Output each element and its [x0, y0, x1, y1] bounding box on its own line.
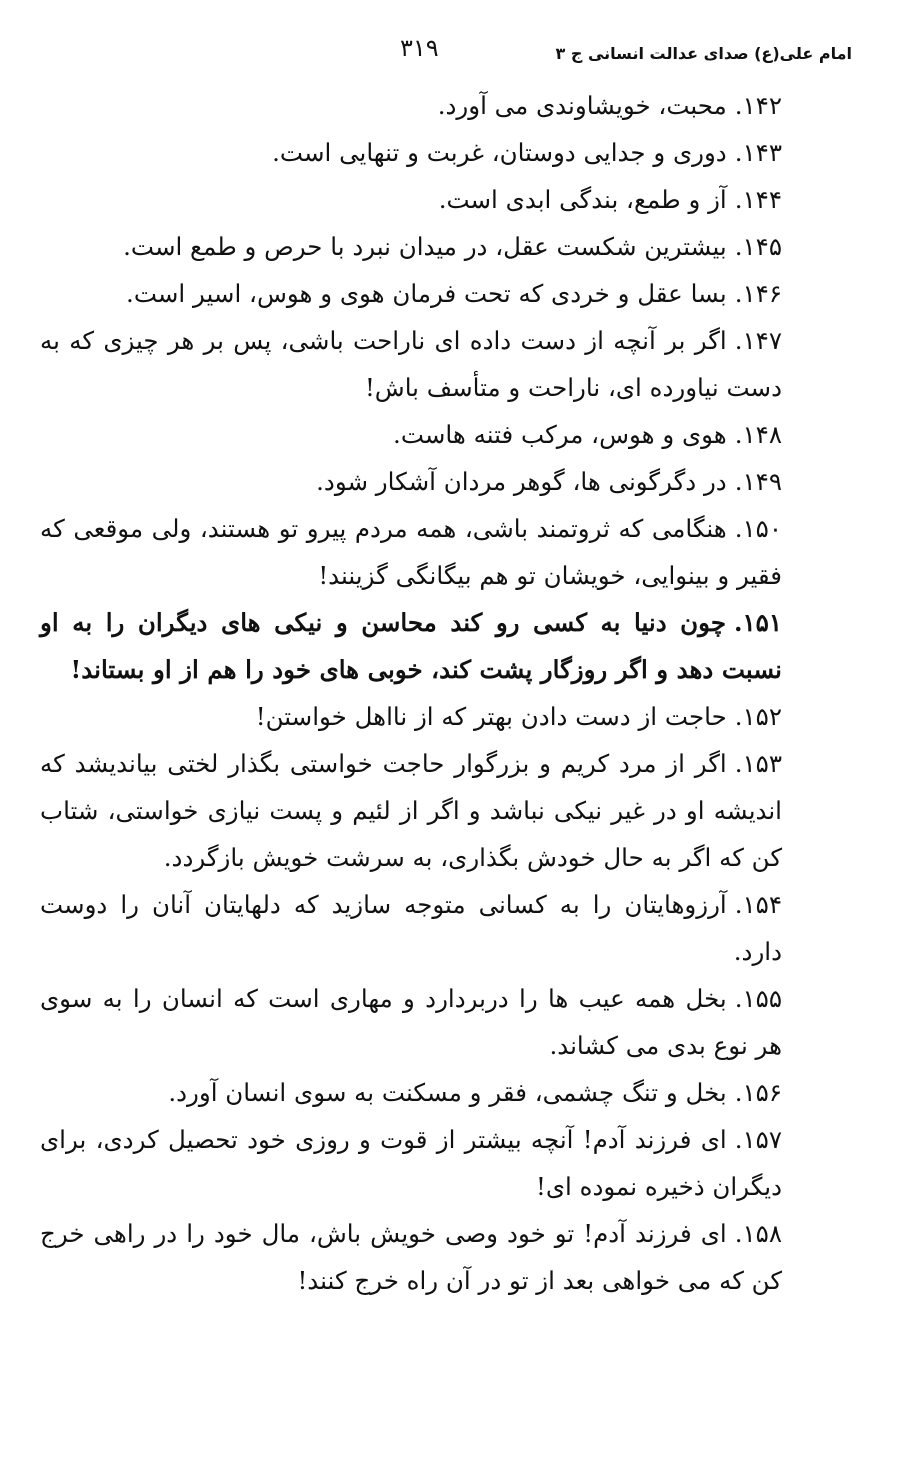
- saying-number: ۱۵۴.: [734, 890, 782, 919]
- saying-number: ۱۵۷.: [734, 1125, 782, 1154]
- saying-number: ۱۵۶.: [734, 1078, 782, 1107]
- saying-number: ۱۵۳.: [734, 749, 782, 778]
- saying-number: ۱۵۲.: [734, 702, 782, 731]
- saying-144: [40, 176, 782, 223]
- page-header: [0, 34, 900, 74]
- saying-text: هنگامی که ثروتمند باشی، همه مردم پیرو تو هستند، ولی موقعی که فقیر و بینوایی، خویشان تو هم بیگانگی گزینند!: [40, 514, 782, 590]
- saying-text: اگر از مرد کریم و بزرگوار حاجت خواستی بگذار لختی بیاندیشد که اندیشه او در غیر نیکی نباشد و اگر از لئیم و پست نیازی خواستی، شتاب کن که اگر به حال خودش بگذاری، به سرشت خویش بازگردد.: [40, 749, 782, 872]
- saying-146: [40, 270, 782, 317]
- saying-number: ۱۴۵.: [734, 232, 782, 261]
- saying-158: [40, 1210, 782, 1304]
- saying-text: دوری و جدایی دوستان، غربت و تنهایی است.: [272, 138, 727, 167]
- saying-number: ۱۵۱.: [733, 608, 782, 637]
- saying-number: ۱۴۷.: [734, 326, 782, 355]
- saying-number: ۱۴۸.: [734, 420, 782, 449]
- saying-153: [40, 740, 782, 881]
- saying-text: اگر بر آنچه از دست داده ای ناراحت باشی، پس بر هر چیزی که به دست نیاورده ای، ناراحت و متأسف باش!: [40, 326, 782, 402]
- saying-text: هوی و هوس، مرکب فتنه هاست.: [393, 420, 727, 449]
- saying-text: ای فرزند آدم! آنچه بیشتر از قوت و روزی خود تحصیل کردی، برای دیگران ذخیره نموده ای!: [40, 1125, 782, 1201]
- saying-155: [40, 975, 782, 1069]
- saying-148: [40, 411, 782, 458]
- saying-number: ۱۵۰.: [734, 514, 782, 543]
- saying-154: [40, 881, 782, 975]
- saying-number: ۱۴۴.: [734, 185, 782, 214]
- saying-151: [40, 599, 782, 693]
- saying-142: [40, 82, 782, 129]
- saying-text: در دگرگونی ها، گوهر مردان آشکار شود.: [316, 467, 727, 496]
- saying-143: [40, 129, 782, 176]
- saying-text: آرزوهایتان را به کسانی متوجه سازید که دلهایتان آنان را دوست دارد.: [40, 890, 782, 966]
- saying-text: حاجت از دست دادن بهتر که از نااهل خواستن!: [255, 702, 727, 731]
- saying-text: ای فرزند آدم! تو خود وصی خویش باش، مال خود را در راهی خرج کن که می خواهی بعد از تو در آن راه خرج کنند!: [40, 1219, 782, 1295]
- page-body: [40, 82, 782, 1304]
- saying-text: چون دنیا به کسی رو کند محاسن و نیکی های دیگران را به او نسبت دهد و اگر روزگار پشت کند، خوبی های خود را هم از او بستاند!: [40, 608, 782, 684]
- saying-text: بسا عقل و خردی که تحت فرمان هوی و هوس، اسیر است.: [126, 279, 727, 308]
- saying-number: ۱۴۲.: [734, 91, 782, 120]
- saying-145: [40, 223, 782, 270]
- saying-number: ۱۴۳.: [734, 138, 782, 167]
- saying-number: ۱۵۸.: [734, 1219, 782, 1248]
- saying-156: [40, 1069, 782, 1116]
- saying-152: [40, 693, 782, 740]
- page-number: ۳۱۹: [400, 34, 439, 62]
- saying-text: آز و طمع، بندگی ابدی است.: [438, 185, 727, 214]
- saying-147: [40, 317, 782, 411]
- saying-number: ۱۴۶.: [734, 279, 782, 308]
- saying-text: بیشترین شکست عقل، در میدان نبرد با حرص و طمع است.: [123, 232, 727, 261]
- saying-150: [40, 505, 782, 599]
- saying-text: بخل و تنگ چشمی، فقر و مسکنت به سوی انسان آورد.: [168, 1078, 727, 1107]
- saying-149: [40, 458, 782, 505]
- saying-number: ۱۵۵.: [734, 984, 782, 1013]
- saying-number: ۱۴۹.: [734, 467, 782, 496]
- saying-text: بخل همه عیب ها را دربردارد و مهاری است که انسان را به سوی هر نوع بدی می کشاند.: [40, 984, 782, 1060]
- saying-text: محبت، خویشاوندی می آورد.: [437, 91, 727, 120]
- saying-157: [40, 1116, 782, 1210]
- running-title: امام علی(ع) صدای عدالت انسانی ج ۳: [555, 44, 852, 63]
